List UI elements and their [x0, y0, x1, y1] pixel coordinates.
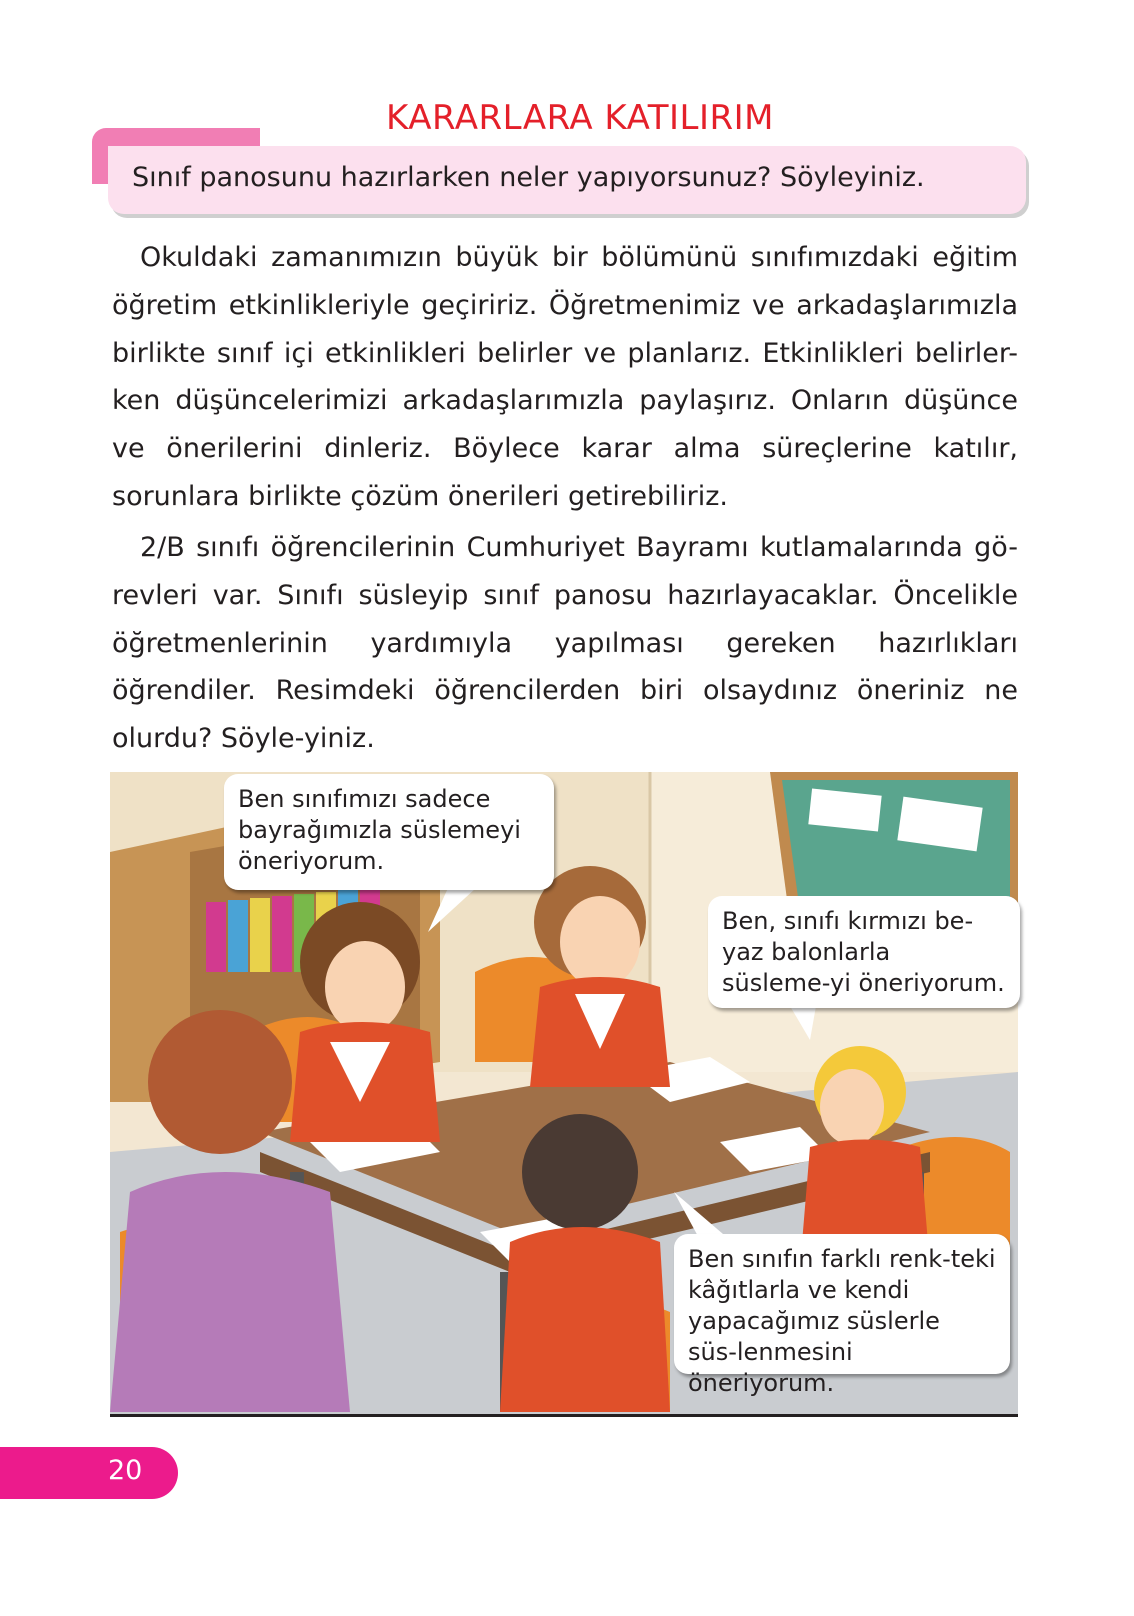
speech-bubble-blond-girl: Ben, sınıfı kırmızı be-yaz balonlarla süsleme-yi öneriyorum.	[708, 896, 1020, 1008]
question-text: Sınıf panosunu hazırlarken neler yapıyorsunuz? Söyleyiniz.	[132, 162, 925, 193]
classroom-illustration	[110, 772, 1018, 1417]
speech-bubble-curly-boy: Ben sınıfımızı sadece bayrağımızla süslemeyi öneriyorum.	[224, 774, 554, 890]
speech-bubble-dark-haired-boy: Ben sınıfın farklı renk-teki kâğıtlarla ve kendi yapacağımız süslerle süs-lenmesini öneriyorum.	[674, 1234, 1010, 1374]
paragraph-2: 2/B sınıfı öğrencilerinin Cumhuriyet Bayramı kutlamalarında gö-revleri var. Sınıfı süsleyip sınıf panosu hazırlayacaklar. Öncelikle öğretmenlerinin yardımıyla yapılması gereken hazırlıkları öğrendiler. Resimdeki öğrencilerden biri olsaydınız öneriniz ne olurdu? Söyle-yiniz.	[112, 532, 1018, 755]
page-number: 20	[108, 1455, 143, 1486]
paragraph-1: Okuldaki zamanımızın büyük bir bölümünü sınıfımızdaki eğitim öğretim etkinlikleriyle geçiririz. Öğretmenimiz ve arkadaşlarımızla birlikte sınıf içi etkinlikleri belirler ve planlarız. Etkinlikleri belirler-ken düşüncelerimizi arkadaşlarımızla paylaşırız. Onların düşünce ve önerilerini dinleriz. Böylece karar alma süreçlerine katılır, sorunlara birlikte çözüm önerileri getirebiliriz.	[112, 242, 1018, 512]
page-number-badge	[0, 1447, 178, 1499]
question-box	[108, 146, 1026, 214]
page-title: KARARLARA KATILIRIM	[386, 98, 774, 138]
